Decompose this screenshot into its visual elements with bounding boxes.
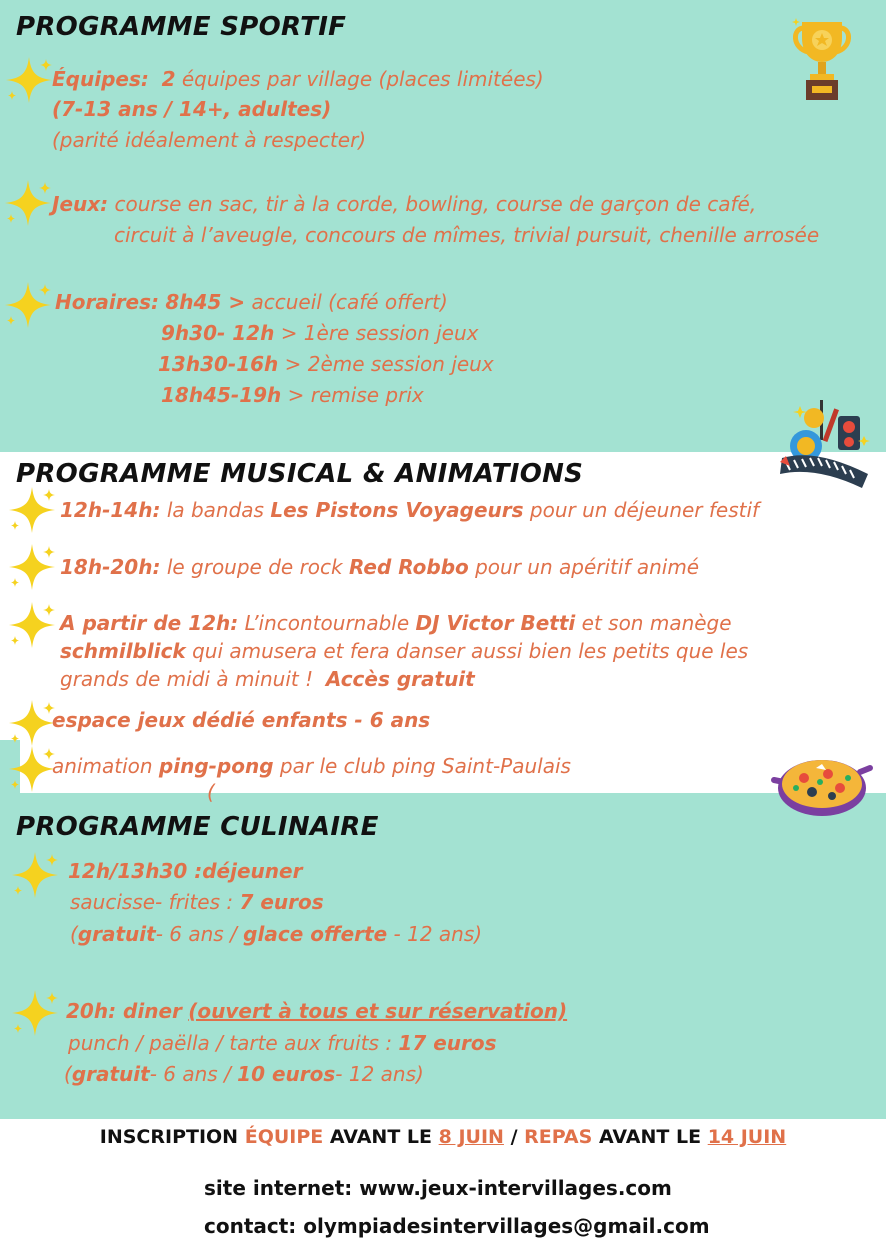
equipes-count: 2: [161, 67, 176, 91]
schedule-time: 8h45 >: [165, 290, 246, 314]
paella-pan-icon: [770, 752, 874, 824]
lunch-discount-line: [70, 922, 482, 946]
music-item-2: [60, 555, 699, 579]
lunch-menu: saucisse- frites :: [70, 890, 234, 914]
music-item-5: [52, 754, 571, 778]
music-time: 18h-20h:: [60, 555, 161, 579]
equipe-label: ÉQUIPE: [244, 1126, 324, 1148]
sport-title: PROGRAMME SPORTIF: [16, 12, 347, 42]
schedule-row: [158, 352, 494, 376]
dinner-free-ages: - 6 ans /: [149, 1062, 231, 1086]
trophy-icon: [790, 18, 854, 104]
avant-le-label: AVANT LE: [329, 1126, 432, 1148]
schedule-time: 18h45-19h: [161, 383, 282, 407]
schedule-row: [161, 321, 478, 345]
dinner-reduced-ages: - 12 ans): [335, 1062, 424, 1086]
music-time: 12h-14h:: [60, 498, 161, 522]
lunch-price: 7 euros: [239, 890, 324, 914]
music-text: pour un déjeuner festif: [529, 498, 760, 522]
equipes-label: Équipes:: [52, 67, 149, 91]
sparkle-icon: [3, 178, 53, 228]
schedule-time: 13h30-16h: [158, 352, 279, 376]
sparkle-icon: [7, 744, 57, 794]
dinner-title-line: [66, 999, 567, 1023]
sparkle-icon: [10, 988, 60, 1038]
jeux-line-2: circuit à l’aveugle, concours de mîmes, trivial pursuit, chenille arrosée: [114, 223, 820, 247]
music-item-3-line-2: [60, 639, 748, 663]
free-access-label: Accès gratuit: [325, 667, 475, 691]
sparkle-icon: [7, 542, 57, 592]
open-paren: (: [64, 1062, 72, 1086]
jeux-text-1: course en sac, tir à la corde, bowling, course de garçon de café,: [114, 192, 757, 216]
music-item-3-line-3: [60, 667, 475, 691]
sparkle-icon: [7, 600, 57, 650]
jeux-label: Jeux:: [52, 192, 109, 216]
dinner-menu: punch / paëlla / tarte aux fruits :: [68, 1031, 393, 1055]
meal-deadline: 14 JUIN: [707, 1126, 787, 1148]
schedule-text: > 2ème session jeux: [284, 352, 494, 376]
horaires-line-1: [55, 290, 448, 314]
music-text: qui amusera et fera danser aussi bien les petits que les: [192, 639, 749, 663]
music-text: la bandas: [166, 498, 264, 522]
music-text: le groupe de rock: [166, 555, 343, 579]
sparkle-icon: [4, 55, 54, 105]
music-text: grands de midi à minuit !: [60, 667, 314, 691]
jeux-line-1: [52, 192, 756, 216]
dinner-price: 17 euros: [398, 1031, 497, 1055]
music-instruments-icon: [776, 396, 876, 492]
schedule-row: [161, 383, 424, 407]
lunch-ice: glace offerte: [243, 922, 388, 946]
music-title: PROGRAMME MUSICAL & ANIMATIONS: [16, 459, 584, 489]
dinner-free: gratuit: [71, 1062, 150, 1086]
separator: /: [510, 1126, 518, 1148]
sparkle-icon: [7, 698, 57, 748]
music-text: animation: [52, 754, 153, 778]
schmilblick-label: schmilblick: [60, 639, 186, 663]
equipes-ages: (7-13 ans / 14+, adultes): [52, 97, 332, 121]
lunch-free: gratuit: [77, 922, 156, 946]
sparkle-icon: [7, 485, 57, 535]
band-name: Les Pistons Voyageurs: [270, 498, 524, 522]
open-paren: (: [70, 922, 78, 946]
dinner-title: 20h: diner: [66, 999, 182, 1023]
website-line: site internet: www.jeux-intervillages.com: [204, 1176, 672, 1200]
dinner-menu-line: [68, 1031, 497, 1055]
dj-name: DJ Victor Betti: [415, 611, 576, 635]
sparkle-icon: [3, 280, 53, 330]
music-text: L’incontournable: [244, 611, 410, 635]
music-text: et son manège: [581, 611, 732, 635]
dinner-reduced: 10 euros: [237, 1062, 336, 1086]
repas-label: REPAS: [524, 1126, 593, 1148]
team-deadline: 8 JUIN: [438, 1126, 504, 1148]
avant-le-label: AVANT LE: [598, 1126, 702, 1148]
equipes-text: équipes par village (places limitées): [181, 67, 544, 91]
dinner-note: (ouvert à tous et sur réservation): [188, 999, 568, 1023]
sparkle-icon: [10, 850, 60, 900]
lunch-ice-ages: - 12 ans): [393, 922, 483, 946]
band-name: Red Robbo: [348, 555, 469, 579]
equipes-line: [52, 67, 544, 91]
schedule-text: > remise prix: [287, 383, 424, 407]
food-title: PROGRAMME CULINAIRE: [16, 812, 379, 842]
music-item-4: espace jeux dédié enfants - 6 ans: [52, 708, 431, 732]
stray-parenthesis: (: [207, 780, 215, 804]
horaires-label: Horaires:: [55, 290, 160, 314]
equipes-parity: (parité idéalement à respecter): [52, 128, 367, 152]
music-time: A partir de 12h:: [60, 611, 239, 635]
music-text: pour un apéritif animé: [475, 555, 700, 579]
schedule-text: > 1ère session jeux: [280, 321, 479, 345]
ping-pong-label: ping-pong: [158, 754, 274, 778]
music-text: par le club ping Saint-Paulais: [279, 754, 571, 778]
lunch-free-ages: - 6 ans /: [155, 922, 237, 946]
lunch-title: 12h/13h30 :déjeuner: [68, 859, 303, 883]
dinner-discount-line: [64, 1062, 424, 1086]
lunch-menu-line: [70, 890, 324, 914]
schedule-text: accueil (café offert): [251, 290, 448, 314]
inscription-label: INSCRIPTION: [99, 1126, 239, 1148]
inscription-line: [0, 1126, 886, 1148]
contact-email: contact: olympiadesintervillages@gmail.com: [204, 1214, 710, 1238]
music-item-1: [60, 498, 759, 522]
music-item-3-line-1: [60, 611, 732, 635]
schedule-time: 9h30- 12h: [161, 321, 275, 345]
